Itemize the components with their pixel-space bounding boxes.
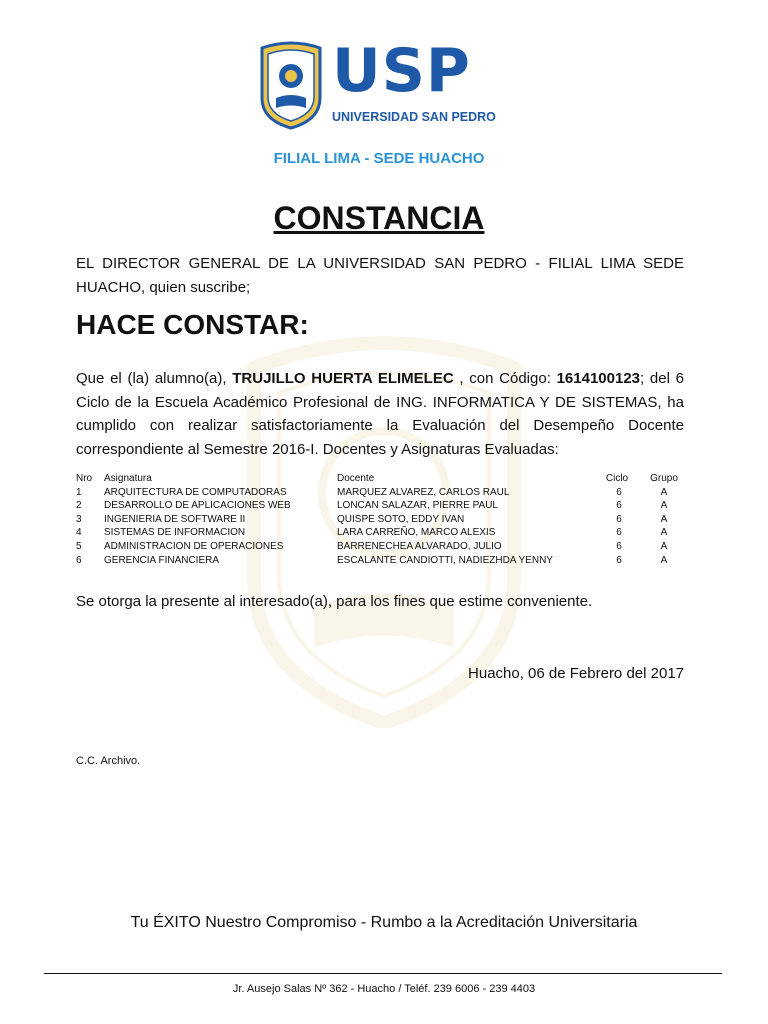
table-row	[76, 486, 686, 500]
cell-asignatura: ARQUITECTURA DE COMPUTADORAS	[104, 486, 287, 498]
cell-nro: 1	[76, 486, 82, 498]
header-docente: Docente	[337, 473, 375, 484]
cell-grupo: A	[660, 500, 668, 512]
document-title: CONSTANCIA	[273, 200, 485, 236]
cell-asignatura: INGENIERIA DE SOFTWARE II	[104, 513, 246, 525]
header-ciclo: Ciclo	[605, 473, 629, 484]
cell-grupo: A	[660, 527, 668, 539]
logo-text: USP	[332, 36, 471, 106]
cell-nro: 4	[76, 527, 82, 539]
cell-nro: 2	[76, 500, 82, 512]
cell-docente: BARRENECHEA ALVARADO, JULIO	[337, 540, 502, 552]
cell-asignatura: GERENCIA FINANCIERA	[104, 554, 220, 566]
cell-grupo: A	[660, 486, 668, 498]
cell-ciclo: 6	[616, 540, 622, 552]
cell-grupo: A	[660, 513, 668, 525]
university-logo	[258, 36, 510, 132]
cell-docente: ESCALANTE CANDIOTTI, NADIEZHDA YENNY	[337, 554, 553, 566]
closing-paragraph: Se otorga la presente al interesado(a), para los fines que estime conveniente.	[76, 593, 593, 610]
courses-table	[76, 472, 686, 567]
cell-ciclo: 6	[616, 513, 622, 525]
footer-divider	[44, 973, 722, 974]
cc-note: C.C. Archivo.	[76, 755, 141, 767]
cell-grupo: A	[660, 540, 668, 552]
university-seal-icon	[258, 40, 324, 130]
cell-nro: 6	[76, 554, 82, 566]
filial-heading: FILIAL LIMA - SEDE HUACHO	[273, 150, 485, 167]
footer-address: Jr. Ausejo Salas Nº 362 - Huacho / Teléf. 239 6006 - 239 4403	[232, 983, 536, 995]
cell-docente: MARQUEZ ALVAREZ, CARLOS RAUL	[337, 486, 510, 498]
body-text-1: Que el (la) alumno(a),	[76, 370, 233, 387]
student-code: 1614100123	[556, 370, 641, 387]
header-nro: Nro	[76, 473, 93, 484]
cell-asignatura: SISTEMAS DE INFORMACION	[104, 527, 246, 539]
table-header-row	[76, 472, 686, 486]
table-row	[76, 554, 686, 568]
cell-docente: LARA CARREÑO, MARCO ALEXIS	[337, 527, 496, 539]
table-row	[76, 540, 686, 554]
cell-ciclo: 6	[616, 500, 622, 512]
cell-ciclo: 6	[616, 527, 622, 539]
cell-docente: QUISPE SOTO, EDDY IVAN	[337, 513, 465, 525]
cell-ciclo: 6	[616, 486, 622, 498]
cell-asignatura: DESARROLLO DE APLICACIONES WEB	[104, 500, 291, 512]
header-asignatura: Asignatura	[104, 473, 152, 484]
table-row	[76, 499, 686, 513]
hace-constar-heading: HACE CONSTAR:	[76, 309, 309, 340]
table-row	[76, 513, 686, 527]
footer-slogan: Tu ÉXITO Nuestro Compromiso - Rumbo a la Acreditación Universitaria	[130, 914, 638, 931]
cell-nro: 3	[76, 513, 82, 525]
header-grupo: Grupo	[650, 473, 678, 484]
issue-date: Huacho, 06 de Febrero del 2017	[468, 665, 684, 682]
cell-asignatura: ADMINISTRACION DE OPERACIONES	[104, 540, 284, 552]
body-text-3: ; del 6 Ciclo de la Escuela Académico Profesional de ING. INFORMATICA Y DE SISTEMAS, ha cumplido con realizar satisfactoriamente la Evaluación del Desempeño Docente correspondiente al Semestre 2016-I. Docentes y Asignaturas Evaluadas:	[76, 370, 684, 458]
body-paragraph	[76, 367, 684, 461]
table-row	[76, 526, 686, 540]
logo-subtitle: UNIVERSIDAD SAN PEDRO	[332, 110, 496, 124]
cell-ciclo: 6	[616, 554, 622, 566]
body-text-2: , con Código:	[453, 370, 557, 387]
student-name: TRUJILLO HUERTA ELIMELEC	[232, 370, 454, 387]
cell-grupo: A	[660, 554, 668, 566]
cell-nro: 5	[76, 540, 82, 552]
intro-paragraph: EL DIRECTOR GENERAL DE LA UNIVERSIDAD SAN PEDRO - FILIAL LIMA SEDE HUACHO, quien suscribe;	[76, 255, 684, 296]
cell-docente: LONCAN SALAZAR, PIERRE PAUL	[337, 500, 498, 512]
